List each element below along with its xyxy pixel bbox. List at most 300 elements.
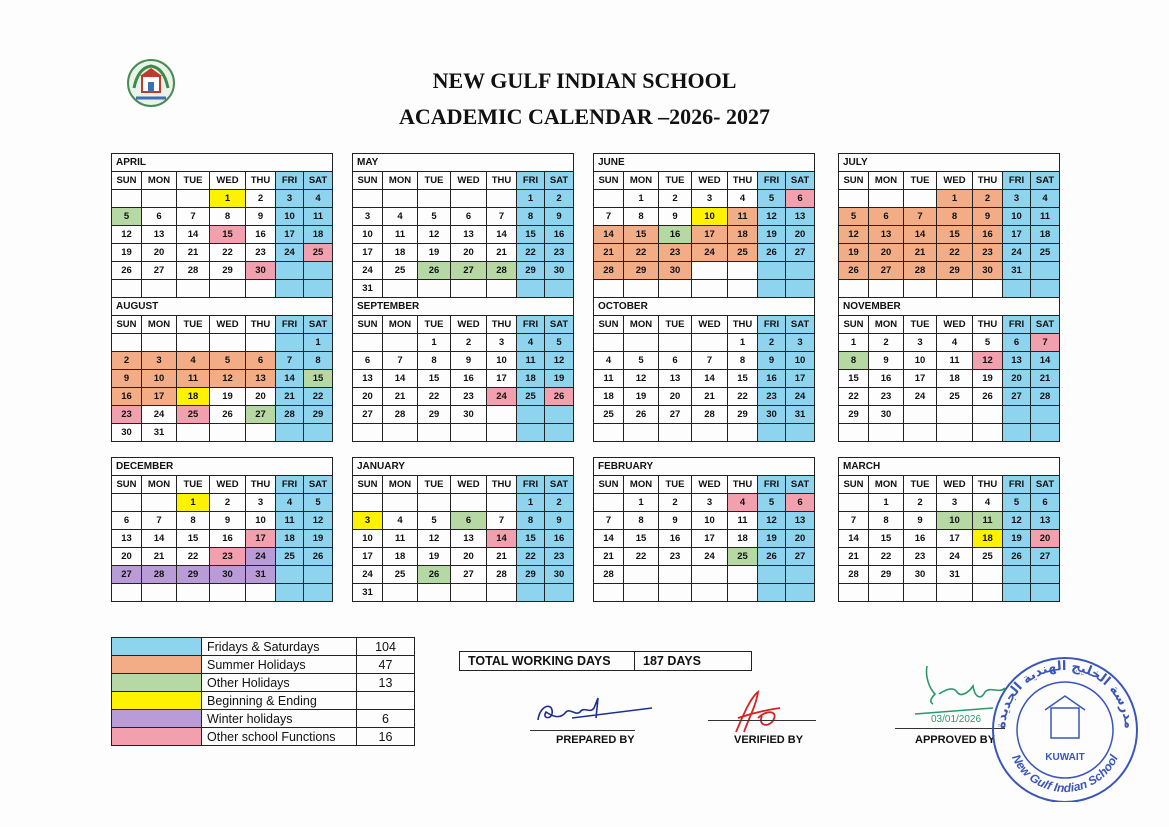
- day-cell: [1031, 584, 1060, 602]
- day-cell: 10: [353, 226, 383, 244]
- month-name: SEPTEMBER: [353, 298, 574, 316]
- day-cell: 6: [786, 190, 815, 208]
- day-cell: [1003, 424, 1031, 442]
- day-cell: 25: [276, 548, 304, 566]
- approved-by-label: APPROVED BY: [915, 734, 996, 746]
- day-cell: 29: [517, 566, 545, 584]
- day-cell: 15: [728, 370, 758, 388]
- day-cell: 17: [142, 388, 177, 406]
- weekday-header: MON: [142, 316, 177, 334]
- day-cell: [177, 584, 210, 602]
- day-cell: [383, 190, 418, 208]
- day-cell: 4: [517, 334, 545, 352]
- day-cell: 5: [624, 352, 659, 370]
- day-cell: 26: [418, 262, 451, 280]
- week-row: [353, 584, 574, 602]
- day-cell: 7: [839, 512, 869, 530]
- day-cell: [246, 334, 276, 352]
- day-cell: [692, 280, 728, 298]
- day-cell: 17: [353, 244, 383, 262]
- week-row: [839, 548, 1060, 566]
- day-cell: [142, 334, 177, 352]
- weekday-header: THU: [246, 316, 276, 334]
- day-cell: [692, 584, 728, 602]
- day-cell: 13: [246, 370, 276, 388]
- day-cell: [142, 190, 177, 208]
- day-cell: 10: [142, 370, 177, 388]
- weekday-header: SUN: [594, 316, 624, 334]
- day-cell: [246, 280, 276, 298]
- day-cell: [177, 424, 210, 442]
- day-cell: [839, 494, 869, 512]
- month-name: AUGUST: [112, 298, 333, 316]
- day-cell: 9: [659, 512, 692, 530]
- day-cell: 9: [545, 512, 574, 530]
- day-cell: [973, 280, 1003, 298]
- day-cell: [517, 584, 545, 602]
- day-cell: [112, 584, 142, 602]
- day-cell: 18: [276, 530, 304, 548]
- day-cell: [276, 280, 304, 298]
- legend-count: 104: [357, 638, 415, 656]
- weekday-header: FRI: [1003, 476, 1031, 494]
- day-cell: [304, 584, 333, 602]
- day-cell: 28: [594, 262, 624, 280]
- day-cell: 7: [383, 352, 418, 370]
- day-cell: 4: [937, 334, 973, 352]
- day-cell: [692, 262, 728, 280]
- day-cell: 11: [304, 208, 333, 226]
- day-cell: 30: [545, 262, 574, 280]
- weekday-header: TUE: [904, 316, 937, 334]
- day-cell: 5: [304, 494, 333, 512]
- day-cell: 26: [1003, 548, 1031, 566]
- weekday-header: THU: [973, 476, 1003, 494]
- day-cell: 1: [177, 494, 210, 512]
- day-cell: [1031, 262, 1060, 280]
- week-row: [594, 566, 815, 584]
- day-cell: 21: [594, 548, 624, 566]
- day-cell: [545, 584, 574, 602]
- day-cell: [786, 280, 815, 298]
- day-cell: 20: [142, 244, 177, 262]
- weekday-header: THU: [973, 172, 1003, 190]
- day-cell: 11: [177, 370, 210, 388]
- day-cell: 22: [624, 548, 659, 566]
- day-cell: 13: [353, 370, 383, 388]
- day-cell: 10: [692, 208, 728, 226]
- day-cell: 30: [904, 566, 937, 584]
- day-cell: [353, 190, 383, 208]
- legend-count: [357, 692, 415, 710]
- weekday-header: SUN: [839, 316, 869, 334]
- legend-swatch: [112, 656, 202, 674]
- day-cell: 31: [246, 566, 276, 584]
- day-cell: [1031, 280, 1060, 298]
- week-row: [112, 530, 333, 548]
- day-cell: 15: [624, 226, 659, 244]
- day-cell: 16: [758, 370, 786, 388]
- day-cell: 1: [517, 190, 545, 208]
- weekday-header: THU: [973, 316, 1003, 334]
- day-cell: 8: [624, 208, 659, 226]
- day-cell: 28: [1031, 388, 1060, 406]
- weekday-header: MON: [383, 172, 418, 190]
- day-cell: 1: [517, 494, 545, 512]
- day-cell: 27: [353, 406, 383, 424]
- weekday-header: WED: [210, 476, 246, 494]
- day-cell: 2: [545, 190, 574, 208]
- day-cell: [304, 566, 333, 584]
- day-cell: 6: [869, 208, 904, 226]
- day-cell: 14: [1031, 352, 1060, 370]
- day-cell: 24: [937, 548, 973, 566]
- day-cell: 20: [1031, 530, 1060, 548]
- month-name: DECEMBER: [112, 458, 333, 476]
- day-cell: 9: [904, 512, 937, 530]
- day-cell: 24: [487, 388, 517, 406]
- day-cell: 21: [594, 244, 624, 262]
- day-cell: 19: [210, 388, 246, 406]
- day-cell: 29: [210, 262, 246, 280]
- day-cell: [594, 280, 624, 298]
- day-cell: 30: [659, 262, 692, 280]
- day-cell: 7: [904, 208, 937, 226]
- day-cell: 8: [517, 512, 545, 530]
- weekday-header: SAT: [304, 172, 333, 190]
- day-cell: 9: [758, 352, 786, 370]
- day-cell: 13: [869, 226, 904, 244]
- week-row: [594, 208, 815, 226]
- week-row: [839, 262, 1060, 280]
- day-cell: 7: [177, 208, 210, 226]
- day-cell: [487, 584, 517, 602]
- day-cell: 29: [418, 406, 451, 424]
- day-cell: 13: [786, 512, 815, 530]
- week-row: [839, 208, 1060, 226]
- day-cell: 12: [545, 352, 574, 370]
- day-cell: 29: [728, 406, 758, 424]
- day-cell: 15: [624, 530, 659, 548]
- day-cell: [659, 280, 692, 298]
- prepared-by-label: PREPARED BY: [556, 734, 635, 746]
- day-cell: 28: [839, 566, 869, 584]
- day-cell: 30: [112, 424, 142, 442]
- day-cell: 3: [246, 494, 276, 512]
- day-cell: 21: [487, 244, 517, 262]
- day-cell: 22: [624, 244, 659, 262]
- week-row: [594, 370, 815, 388]
- day-cell: 15: [937, 226, 973, 244]
- day-cell: 14: [594, 530, 624, 548]
- month-name: OCTOBER: [594, 298, 815, 316]
- day-cell: 15: [869, 530, 904, 548]
- weekday-header: SUN: [594, 476, 624, 494]
- weekday-header: FRI: [276, 316, 304, 334]
- day-cell: 6: [1031, 494, 1060, 512]
- day-cell: 18: [517, 370, 545, 388]
- day-cell: 10: [786, 352, 815, 370]
- weekday-header: FRI: [758, 316, 786, 334]
- day-cell: [624, 280, 659, 298]
- day-cell: [451, 494, 487, 512]
- day-cell: 28: [142, 566, 177, 584]
- day-cell: 24: [353, 566, 383, 584]
- day-cell: [545, 424, 574, 442]
- day-cell: 8: [517, 208, 545, 226]
- day-cell: [210, 334, 246, 352]
- day-cell: 22: [839, 388, 869, 406]
- weekday-header: SUN: [353, 172, 383, 190]
- day-cell: 13: [451, 226, 487, 244]
- day-cell: 28: [383, 406, 418, 424]
- day-cell: [451, 584, 487, 602]
- day-cell: [112, 280, 142, 298]
- day-cell: 27: [142, 262, 177, 280]
- day-cell: 27: [659, 406, 692, 424]
- month-name: APRIL: [112, 154, 333, 172]
- day-cell: 9: [246, 208, 276, 226]
- week-row: [839, 566, 1060, 584]
- day-cell: 8: [624, 512, 659, 530]
- day-cell: 5: [418, 208, 451, 226]
- day-cell: 20: [112, 548, 142, 566]
- day-cell: [142, 494, 177, 512]
- day-cell: [624, 334, 659, 352]
- week-row: [112, 566, 333, 584]
- day-cell: [545, 280, 574, 298]
- weekday-header: FRI: [276, 476, 304, 494]
- day-cell: 23: [973, 244, 1003, 262]
- day-cell: 3: [692, 494, 728, 512]
- day-cell: 18: [594, 388, 624, 406]
- verified-by-line: [708, 720, 816, 721]
- day-cell: [545, 406, 574, 424]
- day-cell: 21: [692, 388, 728, 406]
- day-cell: [353, 494, 383, 512]
- prepared-by-line: [530, 730, 635, 731]
- day-cell: 10: [692, 512, 728, 530]
- weekday-header: THU: [487, 316, 517, 334]
- day-cell: 13: [451, 530, 487, 548]
- verifier-signature-icon: [728, 688, 788, 738]
- day-cell: [869, 280, 904, 298]
- day-cell: 5: [545, 334, 574, 352]
- day-cell: 30: [758, 406, 786, 424]
- week-row: [112, 352, 333, 370]
- week-row: [594, 424, 815, 442]
- day-cell: 10: [1003, 208, 1031, 226]
- day-cell: 20: [353, 388, 383, 406]
- day-cell: [383, 280, 418, 298]
- day-cell: 12: [758, 512, 786, 530]
- day-cell: 21: [177, 244, 210, 262]
- weekday-header: MON: [624, 476, 659, 494]
- day-cell: 16: [869, 370, 904, 388]
- month-may: [352, 153, 574, 298]
- day-cell: [383, 584, 418, 602]
- week-row: [353, 244, 574, 262]
- weekday-header: WED: [937, 172, 973, 190]
- day-cell: [112, 494, 142, 512]
- day-cell: [304, 262, 333, 280]
- day-cell: 24: [142, 406, 177, 424]
- day-cell: 8: [304, 352, 333, 370]
- day-cell: 21: [904, 244, 937, 262]
- day-cell: 30: [451, 406, 487, 424]
- day-cell: 19: [112, 244, 142, 262]
- day-cell: 6: [142, 208, 177, 226]
- month-june: [593, 153, 815, 298]
- weekday-header: WED: [451, 172, 487, 190]
- month-december: [111, 457, 333, 602]
- day-cell: [758, 424, 786, 442]
- day-cell: 26: [545, 388, 574, 406]
- day-cell: 8: [418, 352, 451, 370]
- day-cell: 8: [210, 208, 246, 226]
- legend-label: Summer Holidays: [202, 656, 357, 674]
- day-cell: 31: [1003, 262, 1031, 280]
- weekday-header: WED: [451, 476, 487, 494]
- day-cell: [937, 424, 973, 442]
- verified-by-label: VERIFIED BY: [734, 734, 804, 746]
- day-cell: 23: [112, 406, 142, 424]
- day-cell: 29: [937, 262, 973, 280]
- week-row: [353, 334, 574, 352]
- day-cell: [973, 424, 1003, 442]
- day-cell: 5: [839, 208, 869, 226]
- day-cell: 24: [692, 548, 728, 566]
- weekday-header: SAT: [1031, 476, 1060, 494]
- day-cell: 28: [692, 406, 728, 424]
- weekday-header: TUE: [904, 476, 937, 494]
- day-cell: 30: [545, 566, 574, 584]
- day-cell: 14: [904, 226, 937, 244]
- day-cell: 29: [869, 566, 904, 584]
- day-cell: 8: [177, 512, 210, 530]
- day-cell: 5: [758, 190, 786, 208]
- day-cell: 15: [839, 370, 869, 388]
- day-cell: 23: [758, 388, 786, 406]
- month-name: JANUARY: [353, 458, 574, 476]
- week-row: [353, 370, 574, 388]
- month-august: [111, 297, 333, 442]
- day-cell: [487, 406, 517, 424]
- day-cell: [304, 280, 333, 298]
- week-row: [112, 244, 333, 262]
- total-working-days-table: [459, 651, 752, 671]
- weekday-header: WED: [210, 172, 246, 190]
- day-cell: [594, 334, 624, 352]
- day-cell: 20: [659, 388, 692, 406]
- day-cell: 15: [517, 226, 545, 244]
- week-row: [839, 244, 1060, 262]
- day-cell: [758, 262, 786, 280]
- day-cell: 11: [973, 512, 1003, 530]
- week-row: [594, 334, 815, 352]
- day-cell: [418, 584, 451, 602]
- weekday-header: SAT: [786, 172, 815, 190]
- legend-label: Winter holidays: [202, 710, 357, 728]
- day-cell: [594, 584, 624, 602]
- day-cell: 2: [210, 494, 246, 512]
- day-cell: 31: [353, 280, 383, 298]
- day-cell: 14: [487, 226, 517, 244]
- week-row: [353, 494, 574, 512]
- day-cell: 25: [383, 566, 418, 584]
- day-cell: 2: [659, 190, 692, 208]
- day-cell: [786, 566, 815, 584]
- day-cell: 9: [210, 512, 246, 530]
- weekday-header: THU: [728, 172, 758, 190]
- day-cell: 24: [246, 548, 276, 566]
- legend-row: [112, 710, 415, 728]
- day-cell: [839, 280, 869, 298]
- day-cell: 30: [973, 262, 1003, 280]
- day-cell: 25: [594, 406, 624, 424]
- day-cell: 18: [728, 226, 758, 244]
- weekday-header: MON: [624, 316, 659, 334]
- day-cell: 10: [276, 208, 304, 226]
- seal-top-text: مدرسة الخليج الهندية الجديدة: [993, 658, 1137, 730]
- day-cell: 2: [451, 334, 487, 352]
- day-cell: 22: [937, 244, 973, 262]
- day-cell: 16: [659, 530, 692, 548]
- day-cell: 29: [517, 262, 545, 280]
- legend-label: Beginning & Ending: [202, 692, 357, 710]
- day-cell: 6: [451, 512, 487, 530]
- day-cell: 22: [304, 388, 333, 406]
- day-cell: [937, 584, 973, 602]
- day-cell: 10: [353, 530, 383, 548]
- day-cell: 12: [210, 370, 246, 388]
- day-cell: 17: [786, 370, 815, 388]
- legend-swatch: [112, 728, 202, 746]
- day-cell: [904, 424, 937, 442]
- day-cell: [276, 334, 304, 352]
- day-cell: 17: [246, 530, 276, 548]
- week-row: [353, 226, 574, 244]
- weekday-header: SUN: [353, 476, 383, 494]
- weekday-header: MON: [383, 316, 418, 334]
- day-cell: [1031, 566, 1060, 584]
- weekday-header: THU: [246, 476, 276, 494]
- day-cell: 15: [517, 530, 545, 548]
- week-row: [839, 352, 1060, 370]
- day-cell: 1: [839, 334, 869, 352]
- day-cell: 22: [728, 388, 758, 406]
- month-name: JULY: [839, 154, 1060, 172]
- legend-count: 47: [357, 656, 415, 674]
- day-cell: [786, 262, 815, 280]
- day-cell: [973, 584, 1003, 602]
- day-cell: 19: [304, 530, 333, 548]
- day-cell: [659, 424, 692, 442]
- day-cell: [418, 424, 451, 442]
- seal-center-text: KUWAIT: [1045, 752, 1085, 763]
- day-cell: 22: [210, 244, 246, 262]
- day-cell: 2: [246, 190, 276, 208]
- day-cell: 12: [839, 226, 869, 244]
- day-cell: [1031, 406, 1060, 424]
- week-row: [594, 512, 815, 530]
- day-cell: 2: [973, 190, 1003, 208]
- weekday-header: WED: [451, 316, 487, 334]
- legend-label: Other Holidays: [202, 674, 357, 692]
- week-row: [353, 262, 574, 280]
- weekday-header: TUE: [904, 172, 937, 190]
- day-cell: 8: [839, 352, 869, 370]
